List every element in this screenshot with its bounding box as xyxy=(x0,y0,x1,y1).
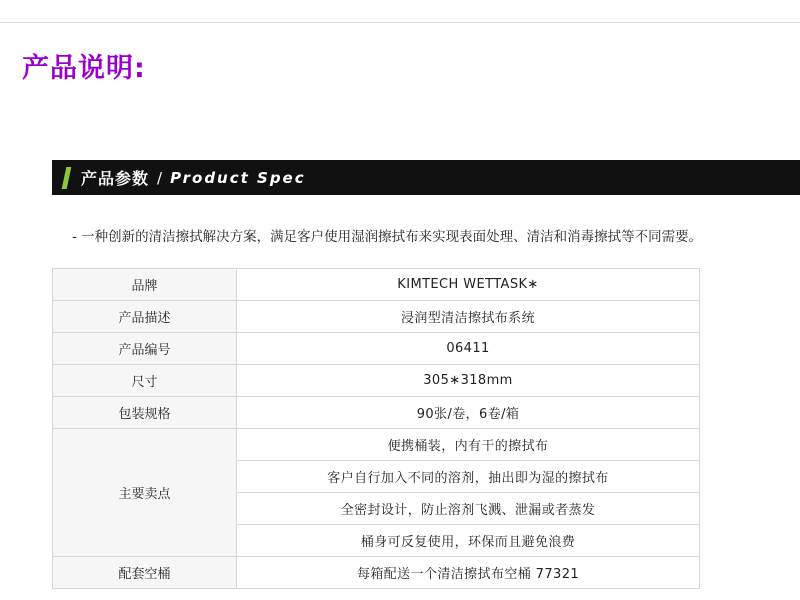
spec-value: 90张/卷，6卷/箱 xyxy=(237,397,700,429)
table-row xyxy=(53,365,700,397)
spec-label: 产品编号 xyxy=(53,333,237,365)
spec-value: KIMTECH WETTASK∗ xyxy=(237,269,700,301)
spec-value: 客户自行加入不同的溶剂，抽出即为湿的擦拭布 xyxy=(237,461,700,493)
spec-label: 品牌 xyxy=(53,269,237,301)
section-title-cn: 产品参数 xyxy=(81,169,150,188)
table-row xyxy=(53,429,700,461)
spec-value: 06411 xyxy=(237,333,700,365)
page-title: 产品说明: xyxy=(22,53,146,84)
table-row xyxy=(53,397,700,429)
top-divider xyxy=(0,22,800,23)
section-header-product-spec xyxy=(52,160,800,195)
intro-text: - 一种创新的清洁擦拭解决方案，满足客户使用湿润擦拭布来实现表面处理、清洁和消毒擦拭等不同需要。 xyxy=(72,229,703,245)
spec-value: 305∗318mm xyxy=(237,365,700,397)
spec-table xyxy=(52,268,700,589)
spec-value: 每箱配送一个清洁擦拭布空桶 77321 xyxy=(237,557,700,589)
spec-label: 配套空桶 xyxy=(53,557,237,589)
table-row xyxy=(53,557,700,589)
spec-label: 产品描述 xyxy=(53,301,237,333)
spec-value: 便携桶装，内有干的擦拭布 xyxy=(237,429,700,461)
section-title-separator: / xyxy=(157,168,163,187)
spec-value: 浸润型清洁擦拭布系统 xyxy=(237,301,700,333)
spec-value: 桶身可反复使用，环保而且避免浪费 xyxy=(237,525,700,557)
section-title-en: Product Spec xyxy=(170,168,306,187)
accent-bar-icon xyxy=(62,167,72,189)
spec-value: 全密封设计，防止溶剂飞溅、泄漏或者蒸发 xyxy=(237,493,700,525)
spec-label: 尺寸 xyxy=(53,365,237,397)
table-row xyxy=(53,301,700,333)
table-row xyxy=(53,333,700,365)
table-row xyxy=(53,269,700,301)
spec-label: 包装规格 xyxy=(53,397,237,429)
spec-label-selling-points: 主要卖点 xyxy=(53,429,237,557)
